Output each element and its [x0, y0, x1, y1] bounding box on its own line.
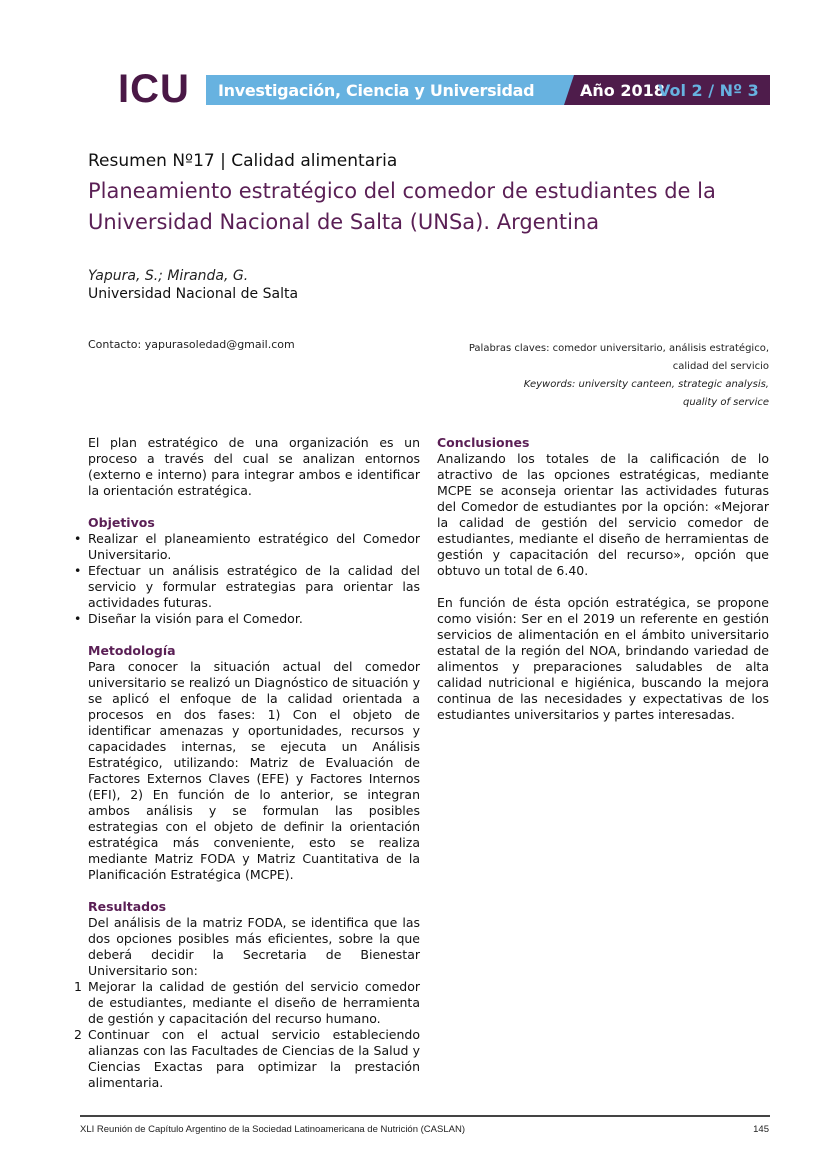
title-line-2: Universidad Nacional de Salta (UNSa). Argentina: [88, 210, 600, 234]
page-number: 145: [753, 1124, 769, 1135]
resultados-list: [74, 979, 420, 1091]
section-label: Resumen Nº17 | Calidad alimentaria: [88, 151, 398, 171]
resultados-heading: Resultados: [88, 899, 167, 914]
item-text: Mejorar la calidad de gestión del servicio comedor de estudiantes, mediante el diseño de herramienta de gestión y capacitación del recurso humano.: [88, 979, 420, 1026]
item-number: 2: [74, 1027, 82, 1042]
keywords-en-line-1: Keywords: university canteen, strategic analysis,: [523, 379, 769, 390]
affiliation: Universidad Nacional de Salta: [88, 286, 299, 302]
journal-logo: ICU: [118, 67, 190, 111]
left-column: [74, 435, 420, 1091]
right-column: [437, 435, 769, 723]
journal-title: Investigación, Ciencia y Universidad: [218, 81, 535, 100]
list-item: [74, 1027, 420, 1091]
footer-conference: XLI Reunión de Capítulo Argentino de la Sociedad Latinoamericana de Nutrición (CASLAN): [80, 1124, 465, 1135]
journal-header: [118, 67, 770, 111]
volume-issue: Vol 2 / Nº 3: [658, 81, 759, 100]
item-number: 1: [74, 979, 82, 994]
item-text: Continuar con el actual servicio estableciendo alianzas con las Facultades de Ciencias de la Salud y Ciencias Exactas para optimizar la prestación alimentaria.: [88, 1027, 420, 1090]
list-item: • Realizar el planeamiento estratégico del Comedor Universitario.: [88, 531, 420, 563]
metodologia-heading: Metodología: [88, 643, 176, 658]
conclusiones-paragraph-1: Analizando los totales de la calificación de lo atractivo de las opciones estratégicas, mediante MCPE se aconseja orientar las actividades futuras del Comedor de estudiantes por la opción: «Mejorar la calidad de gestión del servicio comedor de estudiantes, mediante el diseño de herramientas de gestión y capacitación del recurso», opción que obtuvo un total de 6.40.: [437, 451, 769, 578]
metodologia-paragraph: Para conocer la situación actual del comedor universitario se realizó un Diagnóstico de situación y se aplicó el enfoque de la calidad orientada a procesos en dos fases: 1) Con el objeto de identificar amenazas y oportunidades, recursos y capacidades internas, se ejecuta un Análisis Estratégico, utilizando: Matriz de Evaluación de Factores Externos Claves (EFE) y Factores Internos (EFI), 2) En función de lo anterior, se integran ambos análisis y se formulan las posibles estrategias con el objeto de definir la orientación estratégica más conveniente, esto se realiza mediante Matriz FODA y Matriz Cuantitativa de la Planificación Estratégica (MCPE).: [88, 659, 420, 882]
intro-paragraph: El plan estratégico de una organización es un proceso a través del cual se analizan entornos (externo e interno) para integrar ambos e identificar la orientación estratégica.: [88, 435, 420, 498]
list-item: [74, 979, 420, 1027]
authors: Yapura, S.; Miranda, G.: [88, 268, 249, 284]
keywords-es-line-2: calidad del servicio: [672, 361, 769, 372]
issue-year: Año 2018: [580, 81, 665, 100]
resultados-paragraph: Del análisis de la matriz FODA, se identifica que las dos opciones posibles más eficientes, sobre la que deberá decidir la Secretaria de Bienestar Universitario son:: [88, 915, 420, 978]
conclusiones-paragraph-2: En función de ésta opción estratégica, se propone como visión: Ser en el 2019 un referente en gestión servicios de alimentación en el ámbito universitario estatal de la región del NOA, brindando variedad de alimentos y preparaciones saludables de alta calidad nutricional e higiénica, buscando la mejora continua de las necesidades y expectativas de los estudiantes universitarios y partes interesadas.: [437, 595, 769, 722]
article-title: [88, 176, 728, 238]
objetivos-list: [88, 531, 420, 627]
list-item: • Diseñar la visión para el Comedor.: [88, 611, 420, 627]
objetivos-heading: Objetivos: [88, 515, 155, 530]
contact-email: Contacto: yapurasoledad@gmail.com: [88, 338, 295, 351]
keywords-en-line-2: quality of service: [682, 397, 769, 408]
keywords-es-line-1: Palabras claves: comedor universitario, análisis estratégico,: [468, 343, 769, 354]
keywords-block: [409, 340, 769, 412]
conclusiones-heading: Conclusiones: [437, 435, 530, 450]
footer-divider: [80, 1115, 770, 1117]
list-item: • Efectuar un análisis estratégico de la calidad del servicio y formular estrategias para orientar las actividades futuras.: [88, 563, 420, 611]
title-line-1: Planeamiento estratégico del comedor de estudiantes de la: [88, 179, 716, 203]
